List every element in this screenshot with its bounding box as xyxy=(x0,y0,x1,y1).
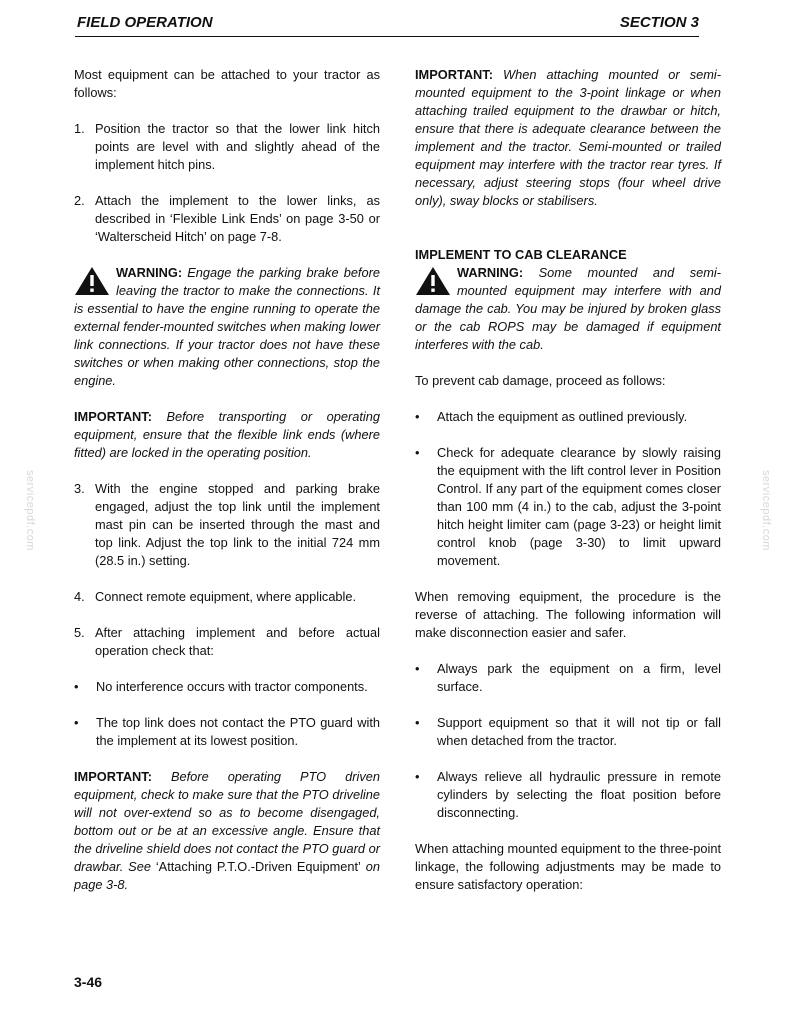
header-rule xyxy=(75,36,699,37)
bullet: • xyxy=(415,715,420,730)
prevent-intro: To prevent cab damage, proceed as follows: xyxy=(415,373,666,388)
step-3: 3. With the engine stopped and parking brake engaged, adjust the top link until the implement mast pin can be inserted through the mast and top link. Adjust the top link to the initial 724 mm (28.5 in.) setting. xyxy=(74,481,380,568)
warning-block xyxy=(74,264,380,390)
watermark-right: servicepdf.com xyxy=(760,470,772,551)
bullet: • xyxy=(415,661,420,676)
removing-paragraph: When removing equipment, the procedure is the reverse of attaching. The following information will make disconnection easier and safer. xyxy=(415,589,721,640)
list-item: • Check for adequate clearance by slowly raising the equipment with the lift control lever in Position Control. If any part of the equipment comes closer than 100 mm (4 in.) to the cab, adjust the 3-point hitch height limiter cam (page 3-23) or height limit control knob (page 3-30) to limit upward movement. xyxy=(415,445,721,568)
header-section-name: FIELD OPERATION xyxy=(77,14,213,31)
warning-triangle-icon xyxy=(415,266,451,296)
warning-label: WARNING: xyxy=(116,265,183,280)
header-section-number: SECTION 3 xyxy=(619,14,699,31)
watermark-left: servicepdf.com xyxy=(24,470,36,551)
step-1: 1. Position the tractor so that the lower link hitch points are level with and slightly ahead of the implement hitch pins. xyxy=(74,121,380,172)
warning-text: Engage the parking brake before leaving the tractor to make the connections. It is essential to have the engine running to operate the external fender-mounted switches when making lower link connections. If your tractor does not have these switches or when making other connections, stop the engine. xyxy=(74,265,380,388)
page-number: 3-46 xyxy=(74,974,103,990)
closing-paragraph: When attaching mounted equipment to the three-point linkage, the following adjustments may be made to ensure satisfactory operation: xyxy=(415,841,721,892)
list-item: • The top link does not contact the PTO guard with the implement at its lowest position. xyxy=(74,715,380,748)
important-note-clearance: IMPORTANT: When attaching mounted or semi-mounted equipment to the 3-point linkage or when attaching trailed equipment to the drawbar or hitch, ensure that there is adequate clearance between the implement and the tractor. Semi-mounted or trailed equipment may interfere with the tractor rear tyres. If necessary, adjust steering stops (four wheel drive only), sway blocks or stabilisers. xyxy=(415,67,721,208)
intro-paragraph: Most equipment can be attached to your tractor as follows: xyxy=(74,67,380,100)
section-heading: IMPLEMENT TO CAB CLEARANCE xyxy=(415,247,627,262)
step-5: 5. After attaching implement and before actual operation check that: xyxy=(74,625,380,658)
warning-text: Some mounted and semi-mounted equipment may interfere with and damage the cab. You may be injured by broken glass or the cab ROPS may be damaged if equipment interferes with the cab. xyxy=(415,265,721,352)
bullet: • xyxy=(415,409,420,424)
list-item: • Attach the equipment as outlined previously. xyxy=(415,409,688,424)
bullet: • xyxy=(74,715,79,730)
list-item: • Always relieve all hydraulic pressure in remote cylinders by selecting the float position before disconnecting. xyxy=(415,769,721,820)
bullet: • xyxy=(415,445,420,460)
warning-block xyxy=(415,264,721,354)
step-2: 2. Attach the implement to the lower links, as described in ‘Flexible Link Ends’ on page 3-50 or ‘Walterscheid Hitch’ on page 7-8. xyxy=(74,193,380,244)
left-column xyxy=(74,66,380,894)
warning-label: WARNING: xyxy=(457,265,524,280)
page-header xyxy=(75,14,699,38)
list-item: • Support equipment so that it will not tip or fall when detached from the tractor. xyxy=(415,715,721,748)
step-4: 4. Connect remote equipment, where applicable. xyxy=(74,589,357,604)
right-column xyxy=(415,66,721,894)
list-item: • No interference occurs with tractor components. xyxy=(74,679,368,694)
bullet: • xyxy=(74,679,79,694)
important-note-pto: IMPORTANT: Before operating PTO driven equipment, check to make sure that the PTO driveline will not over-extend so as to become disengaged, bottom out or be at an excessive angle. Ensure that the driveline shield does not contact the PTO guard or drawbar. See ‘Attaching P.T.O.-Driven Equipment’ on page 3-8. xyxy=(74,769,380,892)
cross-reference: ‘Attaching P.T.O.-Driven Equipment’ xyxy=(155,859,361,874)
warning-triangle-icon xyxy=(74,266,110,296)
bullet: • xyxy=(415,769,420,784)
important-note-transport: IMPORTANT: Before transporting or operating equipment, ensure that the flexible link ends (where fitted) are locked in the operating position. xyxy=(74,409,380,460)
list-item: • Always park the equipment on a firm, level surface. xyxy=(415,661,721,694)
